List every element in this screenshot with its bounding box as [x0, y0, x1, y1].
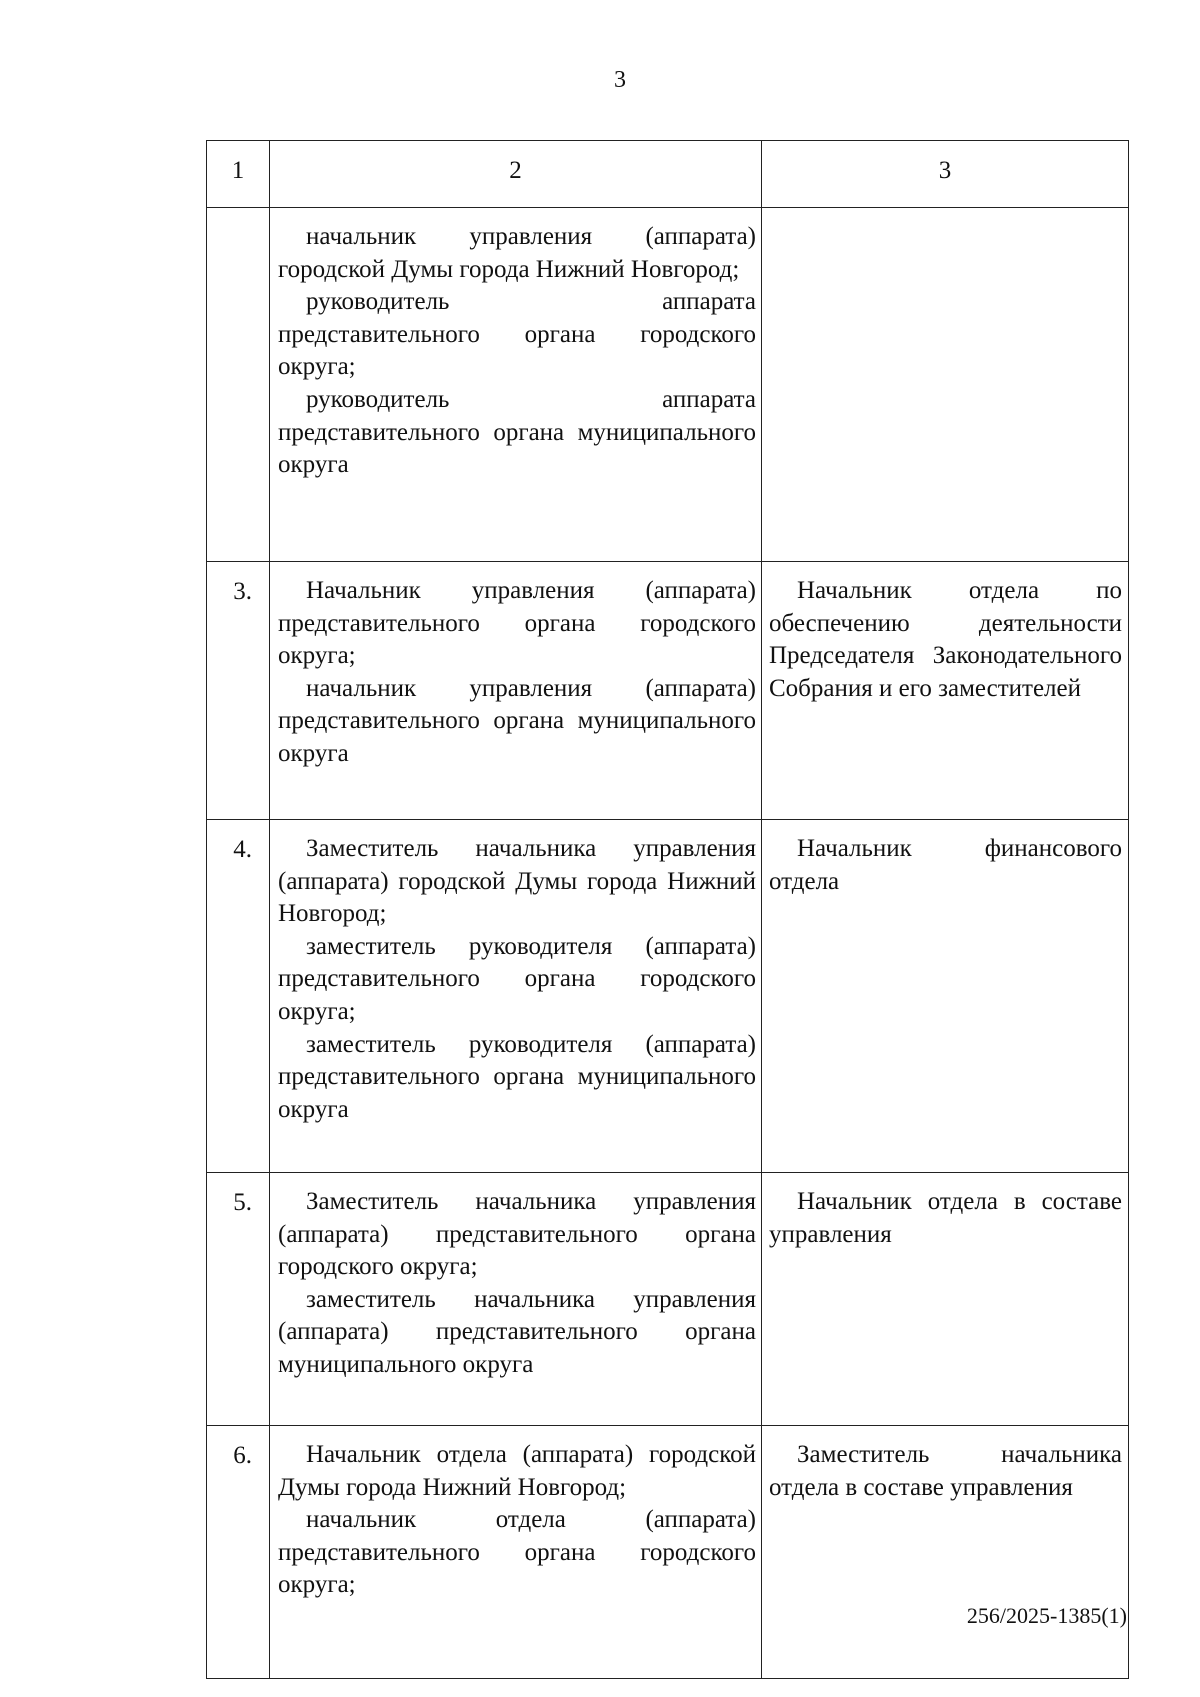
row-equivalent-cell: [762, 820, 1129, 1173]
row-equivalent-cell: [762, 208, 1129, 562]
row-positions-cell: [270, 208, 762, 562]
position-paragraph: начальник управления (аппарата) представительного органа муниципального округа: [278, 674, 756, 767]
header-col-1: 1: [207, 141, 270, 208]
row-number: 5.: [207, 1173, 270, 1426]
table-header-row: [207, 141, 1129, 208]
position-paragraph: начальник управления (аппарата) городской Думы города Нижний Новгород;: [278, 223, 756, 283]
position-paragraph: Начальник отдела (аппарата) городской Думы города Нижний Новгород;: [278, 1441, 756, 1501]
page-number: 3: [614, 67, 626, 93]
table-row: [207, 820, 1129, 1173]
equivalent-position: Начальник отдела в составе управления: [769, 1188, 1122, 1248]
table-row: [207, 208, 1129, 562]
position-paragraph: Заместитель начальника управления (аппарата) представительного органа городского округа;: [278, 1188, 756, 1281]
equivalent-position: Заместитель начальника отдела в составе управления: [769, 1441, 1122, 1501]
position-paragraph: руководитель аппарата представительного органа муниципального округа: [278, 385, 756, 479]
row-positions-cell: [270, 1173, 762, 1426]
position-paragraph: начальник отдела (аппарата) представительного органа городского округа;: [278, 1506, 756, 1599]
position-paragraph: заместитель руководителя (аппарата) представительного органа городского округа;: [278, 932, 756, 1025]
row-number: 6.: [207, 1426, 270, 1679]
table-row: [207, 1173, 1129, 1426]
position-paragraph: Начальник управления (аппарата) представительного органа городского округа;: [278, 577, 756, 670]
equivalent-position: Начальник отдела по обеспечению деятельности Председателя Законодательного Собрания и его заместителей: [769, 577, 1122, 702]
header-col-2: 2: [270, 141, 762, 208]
table-row: [207, 562, 1129, 820]
position-paragraph: Заместитель начальника управления (аппарата) городской Думы города Нижний Новгород;: [278, 835, 756, 928]
table-row: [207, 1426, 1129, 1679]
position-paragraph: руководитель аппарата представительного органа городского округа;: [278, 288, 756, 381]
positions-table: [206, 140, 1129, 1679]
equivalent-position: Начальник финансового отдела: [769, 835, 1122, 895]
row-number: 4.: [207, 820, 270, 1173]
position-paragraph: заместитель начальника управления (аппарата) представительного органа муниципального округа: [278, 1285, 756, 1378]
row-equivalent-cell: [762, 562, 1129, 820]
row-positions-cell: [270, 820, 762, 1173]
row-number: 3.: [207, 562, 270, 820]
row-equivalent-cell: [762, 1426, 1129, 1679]
row-positions-cell: [270, 562, 762, 820]
position-paragraph: заместитель руководителя (аппарата) представительного органа муниципального округа: [278, 1030, 756, 1123]
header-col-3: 3: [762, 141, 1129, 208]
document-code: 256/2025-1385(1): [966, 1603, 1127, 1628]
row-number: [207, 208, 270, 562]
row-equivalent-cell: [762, 1173, 1129, 1426]
row-positions-cell: [270, 1426, 762, 1679]
